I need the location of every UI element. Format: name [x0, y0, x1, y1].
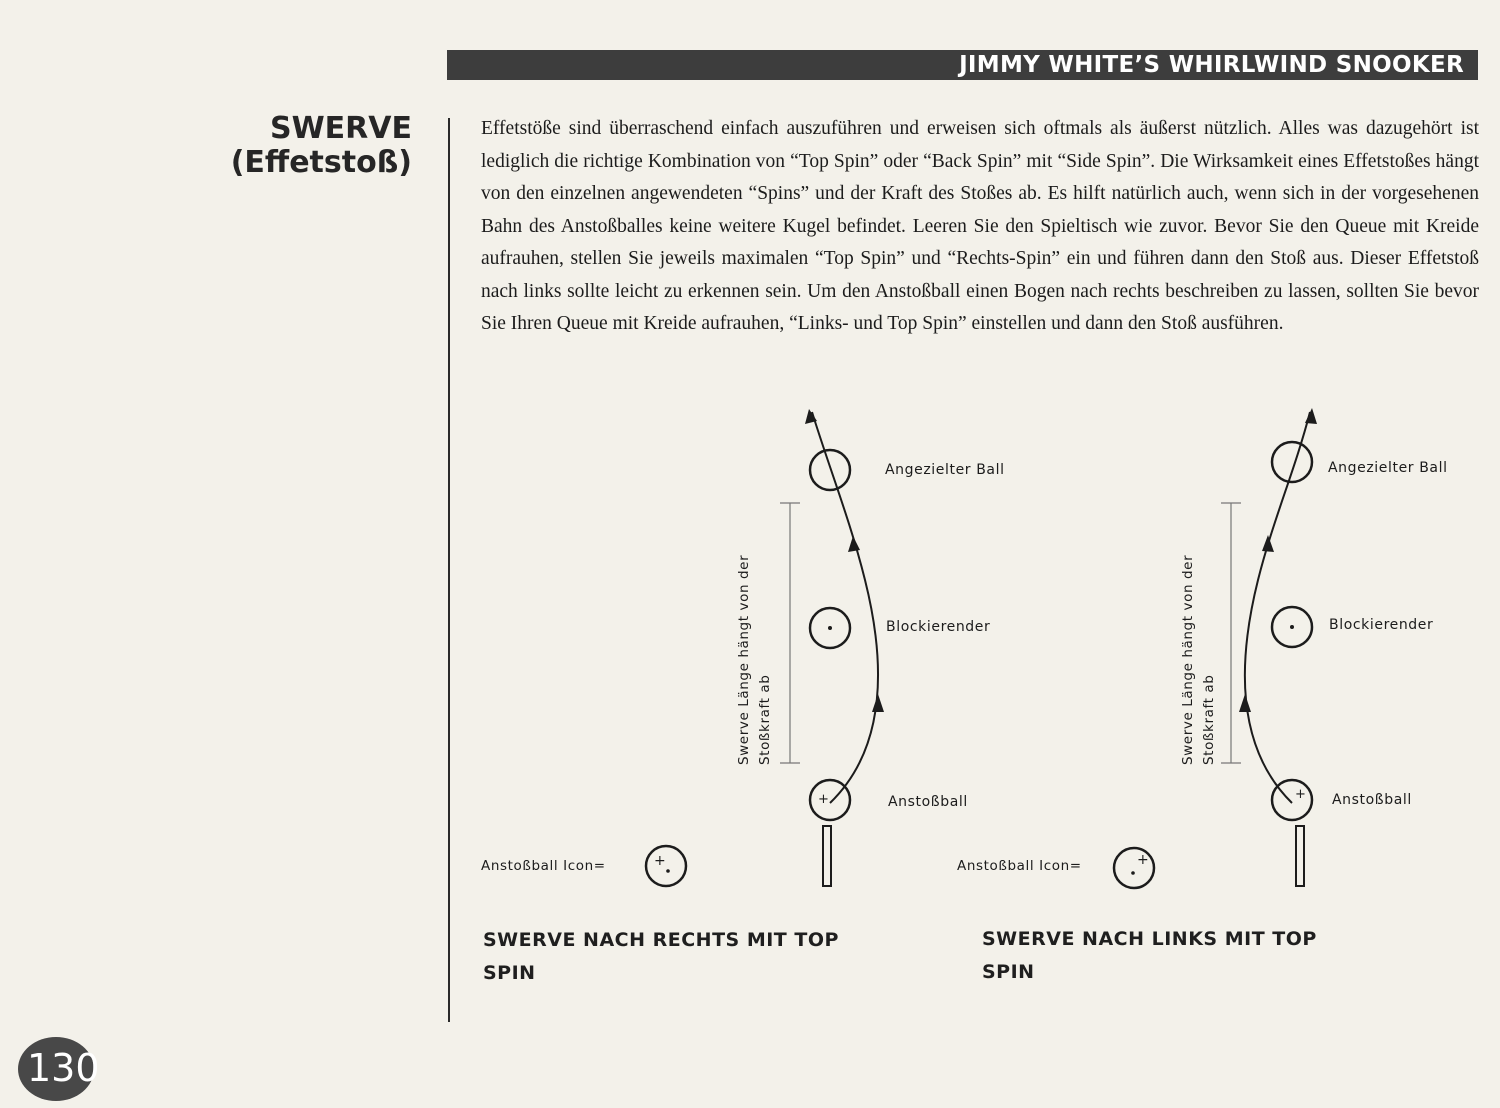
cue-ball-icon-mark-left: + [1137, 852, 1149, 868]
caption-swerve-left [982, 923, 1317, 989]
blocking-ball-dot-left [1290, 625, 1294, 629]
cue-ball-icon-mark-right: + [654, 853, 666, 869]
arrow-mid-left-1 [1239, 694, 1251, 712]
length-note-right-line2: Stoßkraft ab [757, 674, 773, 765]
cue-stick-right [823, 826, 831, 886]
label-blocking-left: Blockierender [1329, 617, 1434, 633]
header-title: JIMMY WHITE’S WHIRLWIND SNOOKER [959, 52, 1464, 78]
cue-ball-left [1272, 780, 1312, 820]
caption-right-line1: SWERVE NACH RECHTS MIT TOP [483, 929, 839, 951]
label-target-left: Angezielter Ball [1328, 460, 1448, 476]
label-target-right: Angezielter Ball [885, 462, 1005, 478]
cue-ball-mark-left: + [1295, 787, 1306, 802]
section-title-line2: (Effetstoß) [230, 145, 412, 180]
label-cue-left: Anstoßball [1332, 792, 1412, 808]
diagram-swerve-right [646, 409, 1005, 886]
arrow-mid-right-1 [872, 694, 884, 712]
length-note-right-line1: Swerve Länge hängt von der [736, 554, 752, 765]
page-number-badge [18, 1037, 100, 1101]
cue-ball-icon-dot-right [666, 869, 670, 873]
length-note-left-line2: Stoßkraft ab [1201, 674, 1217, 765]
label-blocking-right: Blockierender [886, 619, 991, 635]
cue-ball-icon-right [646, 846, 686, 886]
cue-stick-left [1296, 826, 1304, 886]
blocking-ball-dot-right [828, 626, 832, 630]
target-ball-right [810, 450, 850, 490]
target-ball-left [1272, 442, 1312, 482]
arrow-mid-right-2 [848, 536, 860, 552]
caption-left-line1: SWERVE NACH LINKS MIT TOP [982, 928, 1317, 950]
section-title-line1: SWERVE [269, 111, 412, 146]
ball-path-right [812, 412, 878, 803]
caption-swerve-right [483, 924, 839, 990]
arrow-tip-left [1305, 408, 1317, 424]
caption-right-line2: SPIN [483, 962, 536, 984]
cue-ball-icon-label-right: Anstoßball Icon= [481, 858, 606, 874]
caption-left-line2: SPIN [982, 961, 1035, 983]
arrow-mid-left-2 [1262, 535, 1274, 552]
body-paragraph: Effetstöße sind überraschend einfach auszuführen und erweisen sich oftmals als äußerst nützlich. Alles was dazugehört ist lediglich die richtige Kombination von “Top Spin” oder “Back Spin” mit “Side Spin”. Die Wirksamkeit eines Effetstoßes hängt von den einzelnen angewendeten “Spins” und der Kraft des Stoßes ab. Es hilft natürlich auch, wenn sich in der vorgesehenen Bahn des Anstoßballes keine weitere Kugel befindet. Leeren Sie den Spieltisch wie zuvor. Bevor Sie den Queue mit Kreide aufrauhen, stellen Sie jeweils maximalen “Top Spin” und “Rechts-Spin” ein und führen dann den Stoß aus. Dieser Effetstoß nach links sollte leicht zu erkennen sein. Um den Anstoßball einen Bogen nach rechts beschreiben zu lassen, sollten Sie bevor Sie Ihren Queue mit Kreide aufrauhen, “Links- und Top Spin” einstellen und dann den Stoß ausführen. [481, 118, 1479, 334]
cue-ball-icon-label-left: Anstoßball Icon= [957, 858, 1082, 874]
cue-ball-mark-right: + [818, 792, 829, 807]
cue-ball-icon-dot-left [1131, 871, 1135, 875]
cue-ball-right [810, 780, 850, 820]
label-cue-right: Anstoßball [888, 794, 968, 810]
diagram-swerve-left [1114, 408, 1448, 888]
page-number: 130 [27, 1046, 100, 1090]
length-note-left-line1: Swerve Länge hängt von der [1180, 554, 1196, 765]
